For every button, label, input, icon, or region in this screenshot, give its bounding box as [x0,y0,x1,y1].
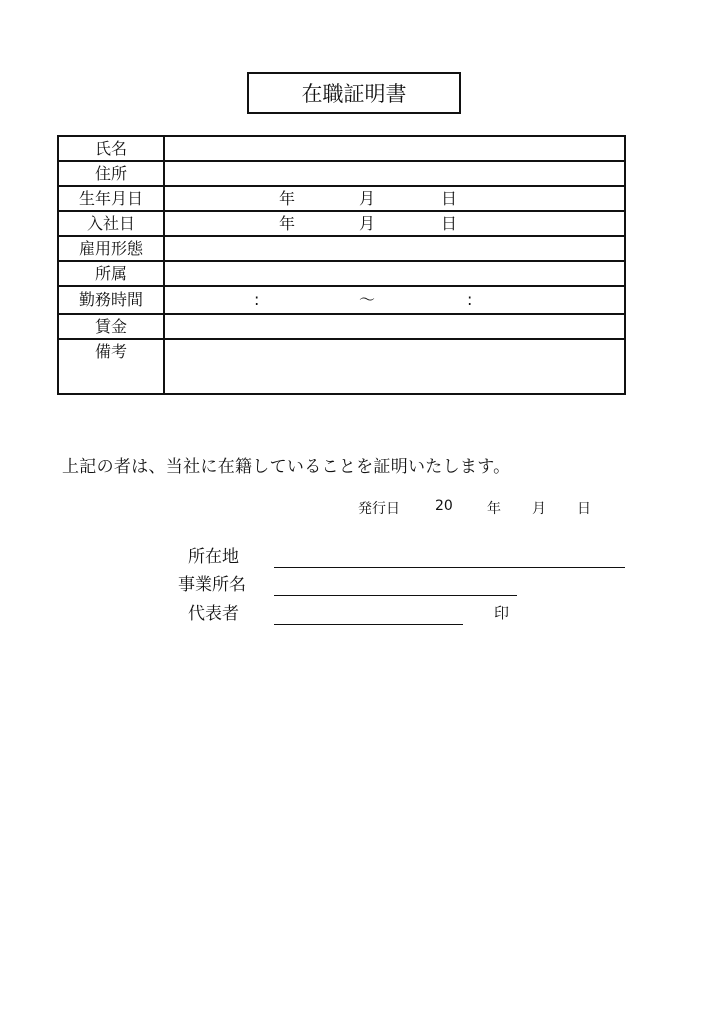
row-working-hours [58,286,625,314]
row-wage [58,314,625,339]
row-address [58,161,625,186]
birth-day-unit: 日 [441,188,458,208]
label-employment-type: 雇用形態 [58,236,164,261]
label-birthdate: 生年月日 [58,186,164,211]
certification-statement: 上記の者は、当社に在籍していることを証明いたします。 [62,457,511,477]
label-wage: 賃金 [58,314,164,339]
label-remarks: 備考 [58,339,164,394]
issue-year-unit: 年 [487,501,501,517]
remarks-field[interactable] [164,339,625,394]
title-text: 在職証明書 [301,82,407,106]
row-remarks [58,339,625,394]
birthdate-field[interactable] [164,186,625,211]
birth-month-unit: 月 [359,188,376,208]
address-field[interactable] [164,161,625,186]
hire-month-unit: 月 [359,213,376,233]
representative-line[interactable] [274,624,463,625]
hire-day-unit: 日 [441,213,458,233]
company-address-line[interactable] [274,567,625,568]
label-department: 所属 [58,261,164,286]
name-field[interactable] [164,136,625,161]
issue-month-unit: 月 [532,501,546,517]
start-time-colon: : [254,290,260,309]
hire-year-unit: 年 [279,213,296,233]
row-hire-date [58,211,625,236]
hire-date-field[interactable] [164,211,625,236]
issue-date-label: 発行日 [358,501,400,517]
label-name: 氏名 [58,136,164,161]
row-birthdate [58,186,625,211]
working-hours-field[interactable] [164,286,625,314]
company-name-line[interactable] [274,595,517,596]
time-range-tilde: ～ [359,290,376,309]
seal-mark: 印 [494,604,510,622]
representative-label: 代表者 [188,604,239,624]
employment-type-field[interactable] [164,236,625,261]
company-address-label: 所在地 [188,547,239,567]
end-time-colon: : [467,290,473,309]
label-working-hours: 勤務時間 [58,286,164,314]
row-name [58,136,625,161]
wage-field[interactable] [164,314,625,339]
birth-year-unit: 年 [279,188,296,208]
label-address: 住所 [58,161,164,186]
label-hire-date: 入社日 [58,211,164,236]
issue-era-prefix: 20 [435,498,453,514]
company-name-label: 事業所名 [178,575,246,595]
employment-info-table [57,135,626,395]
row-department [58,261,625,286]
department-field[interactable] [164,261,625,286]
document-title [247,72,461,114]
row-employment-type [58,236,625,261]
issue-day-unit: 日 [577,501,591,517]
